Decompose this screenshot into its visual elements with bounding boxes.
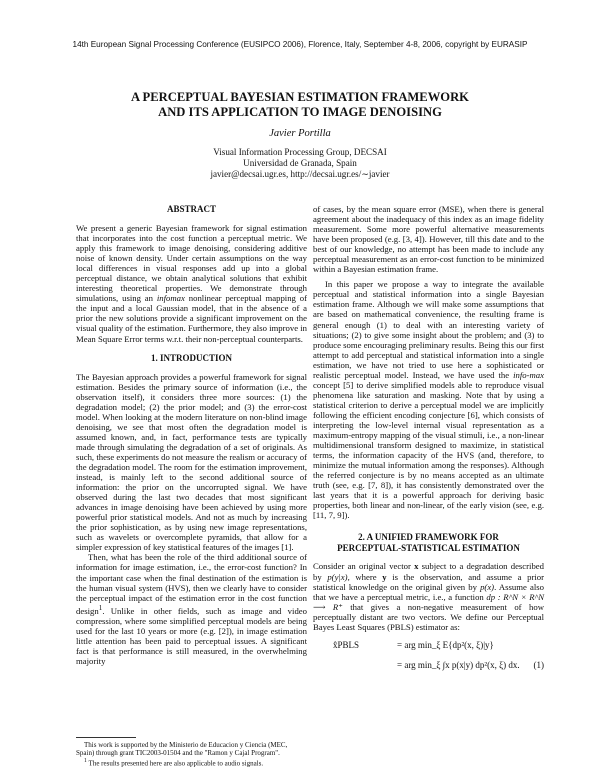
left-column [76,204,307,666]
intro-paragraph-1: The Bayesian approach provides a powerful framework for signal estimation. Besides the primary source of information (i.e., the observation itself), it considers three more sources: (1) the degradation model; (2) the prior model; and (3) the error-cost model. When looking at the modern literature on non-blind image denoising, we see that most often the degradation model is assumed known, and, in fact, performance tests are typically made through simulating the degradation of a set of originals. As such, these experiments do not measure the realism or accuracy of the degradation model. The room for the estimation improvement, instead, is mainly left to the second additional source of information: the prior on the uncorrupted signal. We have observed during the last two decades that most significant advances in image denoising have been achieved by using more powerful prior statistical models. And not as much by increasing the prior sophistication, as by using new image representations, such as wavelets or overcomplete pyramids, that allow for a simpler expression of key statistical features of the images [1]. [76,371,307,553]
title-line-2: AND ITS APPLICATION TO IMAGE DENOISING [158,105,442,119]
equation-lhs: x̂PBLS [333,639,360,650]
abstract-text: We present a generic Bayesian framework for signal estimation that incorporates into the cost function a perceptual metric. We apply this framework to image denoising, considering additive noise of known density. Under certain assumptions on the way local differences in visual responses add up into a global perceptual distance, we obtain analytical solutions that exhibit interesting theoretical properties. We demonstrate through simulations, using an infomax nonlinear perceptual mapping of the input and a local Gaussian model, that in the absence of a prior the new solutions provide a significant improvement on the visual quality of the estimation. Furthermore, they also improve in Mean Square Error terms w.r.t. their non-perceptual counterparts. [76,223,308,344]
affiliation-group: Visual Information Processing Group, DECSAI [213,147,387,157]
section-2-paragraph: Consider an original vector x subject to a degradation described by p(y|x), where y is the observation, and assume a prior statistical knowledge on the original given by p(x). Assume also that we have a perceptual metric, i.e., a function dp : R^N × R^N ⟶ R⁺ that gives a non-negative measurement of how perceptually distant are two vectors. We define our Perceptual Bayes Least Squares (PBLS) estimator as: [313,561,545,632]
affiliation [0,147,600,180]
title-line-1: A PERCEPTUAL BAYESIAN ESTIMATION FRAMEWORK [131,90,469,104]
equation-line-2: = arg min_ξ ∫x p(x|y) dp²(x, ξ) dx. [397,659,520,670]
right-column [313,204,544,676]
conference-header: 14th European Signal Processing Conference (EUSIPCO 2006), Florence, Italy, September 4-8, 2006, copyright by EURASIP [72,40,528,49]
pbls-equation [313,638,544,676]
equation-line-1: = arg min_ξ E{dp²(x, ξ)|y} [397,639,494,650]
footnote-funding: This work is supported by the Ministerio de Educacion y Ciencia (MEC, Spain) through grant TIC2003-01504 and the "Ramon y Cajal Program". [76,741,288,757]
intro-paragraph-3: of cases, by the mean square error (MSE), when there is general agreement about the inadequacy of this index as an image fidelity measurement. Some more powerful alternative measurements have been proposed (e.g. [3, 4]). However, till this date and to the best of our knowledge, no attempt has been made to include any perceptual measurement as an error-cost function to be minimized within a Bayesian estimation frame. [313,204,544,275]
abstract-heading: ABSTRACT [166,204,216,214]
equation-number: (1) [533,659,544,670]
affiliation-contact: javier@decsai.ugr.es, http://decsai.ugr.es/∼javier [210,169,390,179]
section-1-heading: 1. INTRODUCTION [150,352,232,363]
footnote-rule [76,737,136,738]
author-name: Javier Portilla [269,128,331,139]
paper-title [0,90,600,120]
intro-paragraph-2: Then, what has been the role of the third additional source of information for image estimation, i.e., the error-cost function? In the important case when the final destination of the estimation is the human visual system (HVS), then we clearly have to consider the perceptual impact of the estimation error in the cost function design$^1$. Unlike in other fields, such as image and video compression, where some simplified perceptual models are being used for the last 10 years or more (e.g. [2]), in image estimation little attention has been paid to perceptual issues. A significant fact is that performance is still measured, in the overwhelming majority [76,552,307,666]
section-2-heading: 2. A UNIFIED FRAMEWORK FOR PERCEPTUAL-STATISTICAL ESTIMATION [337,532,520,554]
footnotes [76,741,307,767]
footnote-1: $^1$ The results presented here are also applicable to audio signals. [84,758,264,768]
affiliation-university: Universidad de Granada, Spain [243,158,357,168]
intro-paragraph-4: In this paper we propose a way to integrate the available perceptual and statistical information into a single Bayesian estimation frame. Although we will make some assumptions that are based on mathematical convenience, the resulting frame is general enough (1) to deal with an interesting variety of situations; (2) to give some insight about the problem; and (3) to produce some encouraging preliminary results. Being this our first attempt to add perceptual and statistical information into a single estimation, we have not tried to use here a sophisticated or realistic perceptual model. Instead, we have used the info-max concept [5] to derive simplified models able to reproduce visual phenomena like saturation and masking. Note that by using a statistical criterion to derive a perceptual model we are implicitly following the efficient encoding conjecture [6], which consists of interpreting the low-level internal visual representation as a maximum-entropy mapping of the visual stimuli, i.e., a non-linear multidimensional transform designed to maximize, in statistical terms, the information capacity of the HVS (and, therefore, to minimize the mutual information among the responses). Although the referred conjecture is by no means accepted as an ultimate truth (see, e.g. [7, 8]), it has consistently demonstrated over the last years that it is a powerful approach for deriving basic properties, both linear and non-linear, of the early vision (see, e.g. [11, 7, 9]). [313,279,544,521]
